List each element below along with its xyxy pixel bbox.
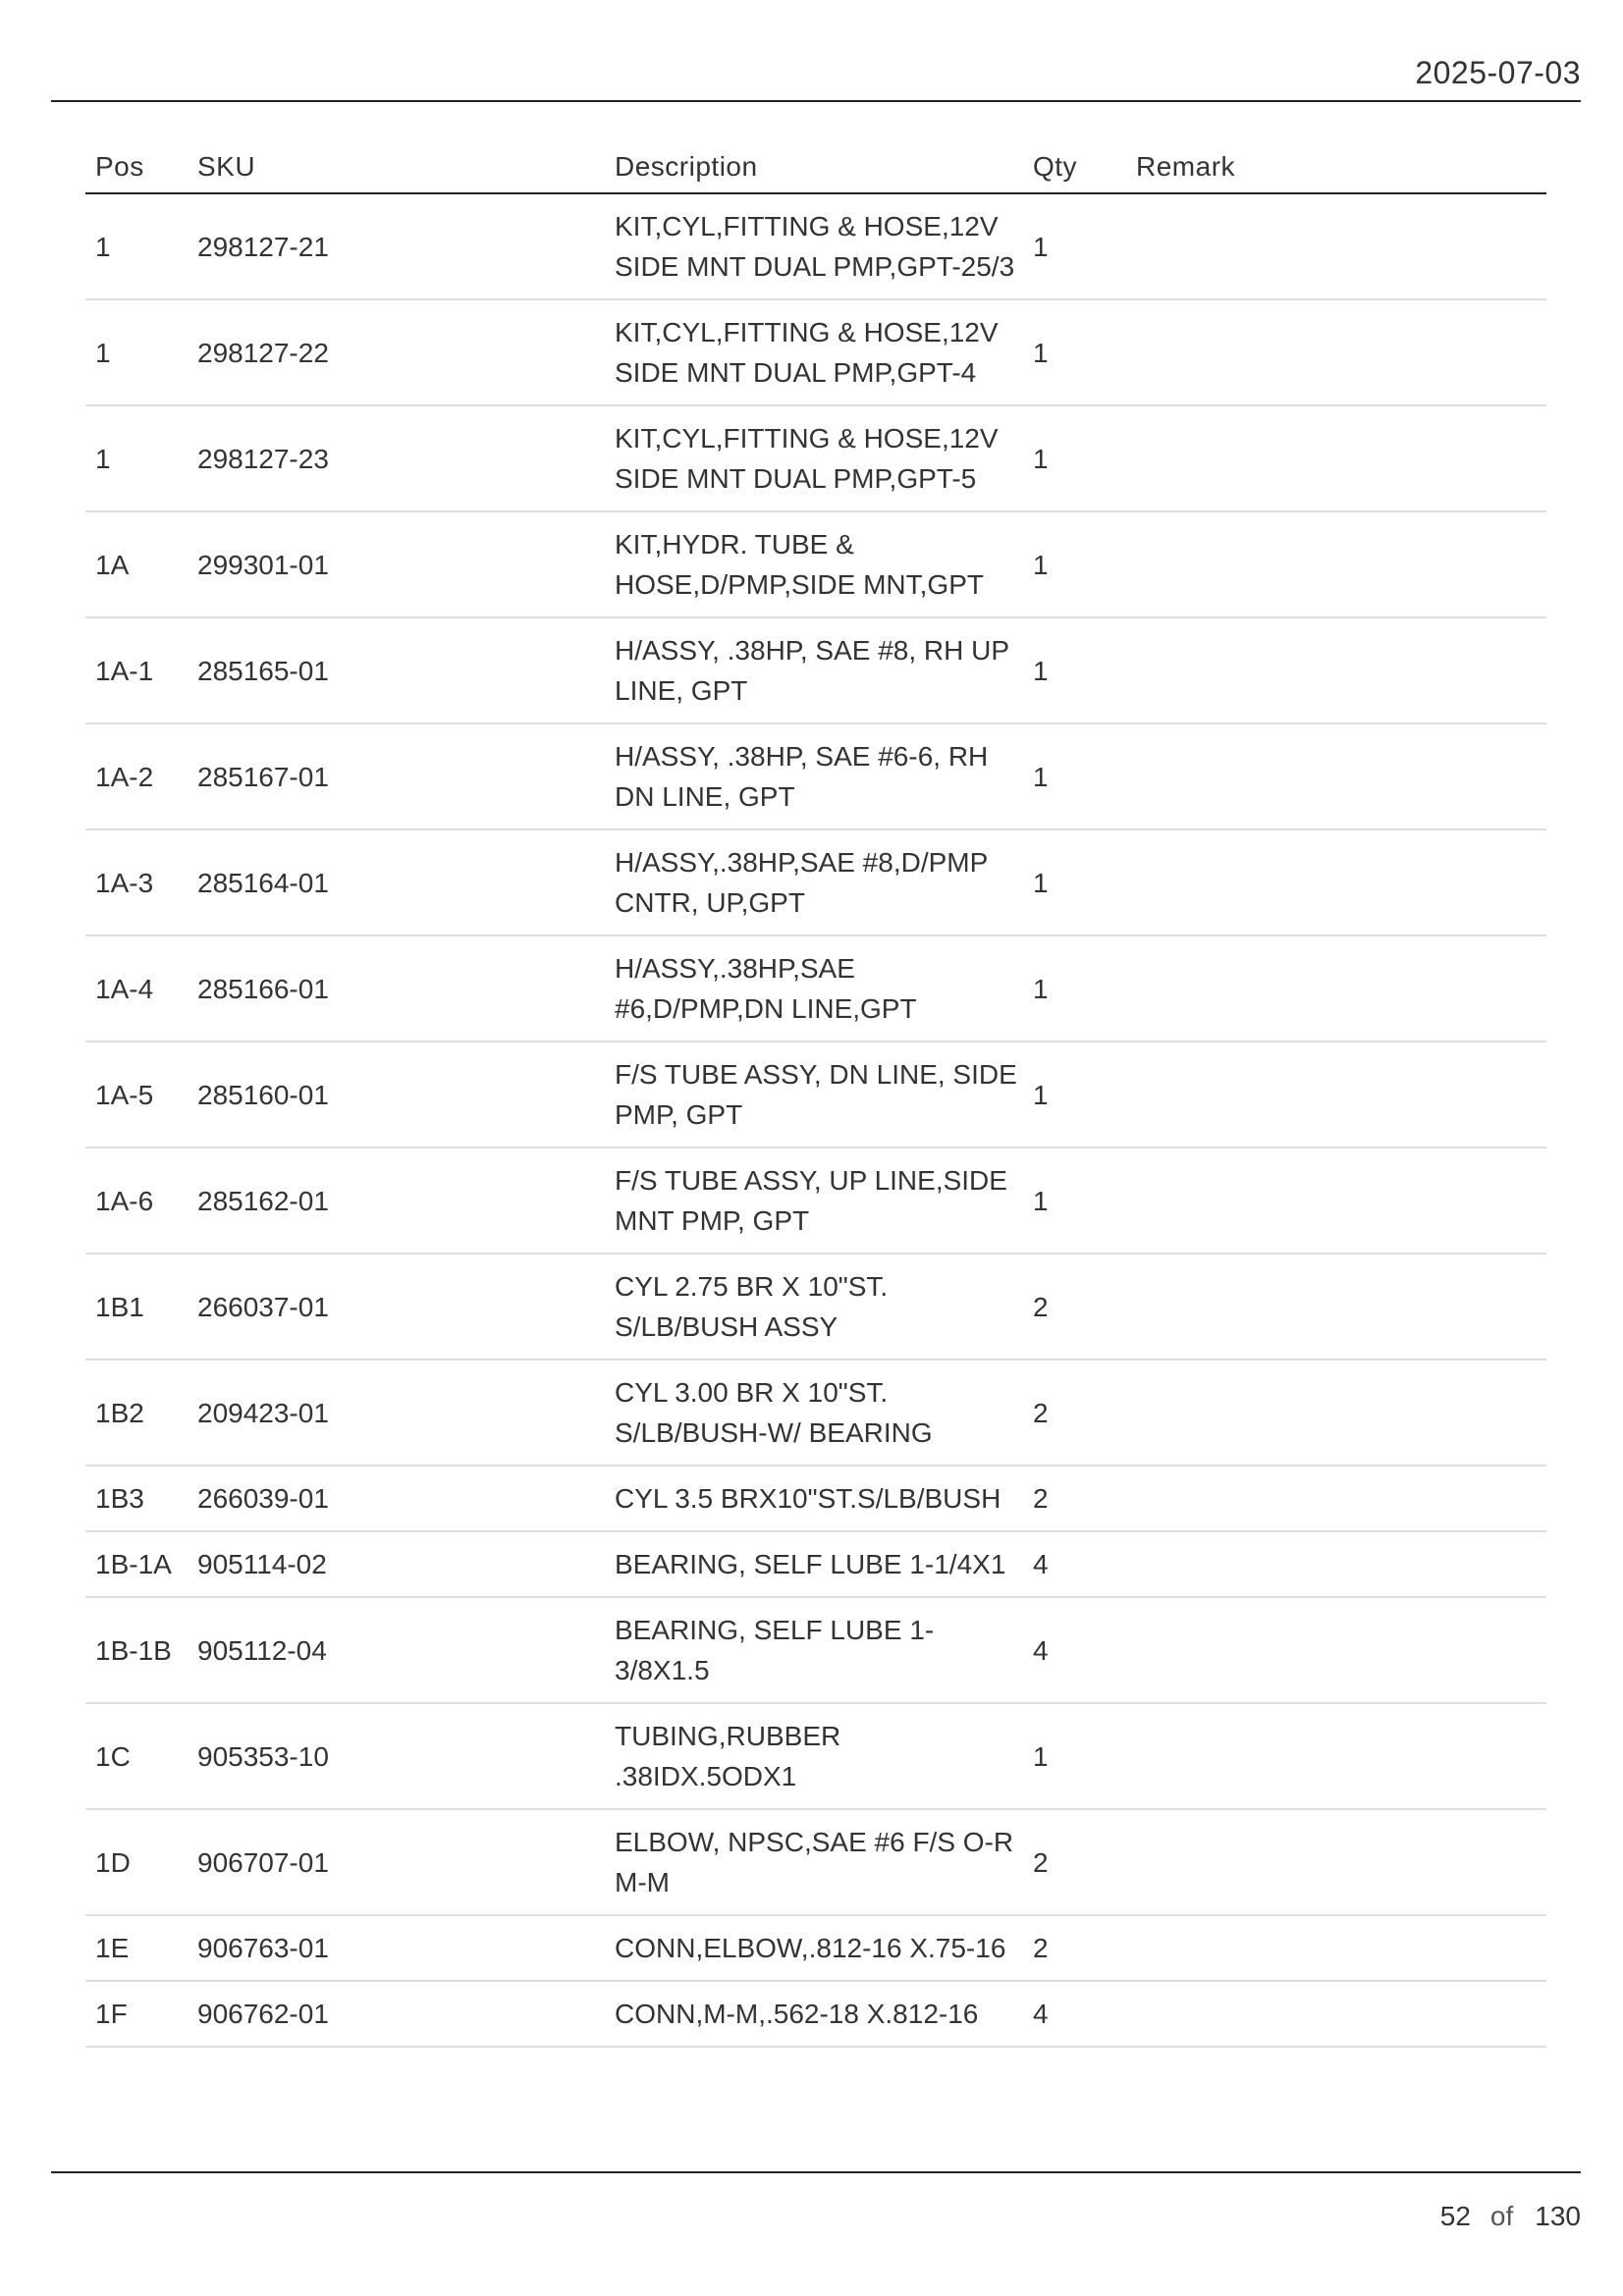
table-row: [85, 1531, 1546, 1597]
cell-sku: 285167-01: [188, 723, 605, 829]
cell-description: TUBING,RUBBER .38IDX.5ODX1: [605, 1703, 1023, 1809]
page-number: [1440, 2201, 1581, 2232]
table-row: [85, 1148, 1546, 1254]
parts-table-container: [85, 137, 1546, 2048]
cell-sku: 298127-22: [188, 299, 605, 405]
cell-qty: 4: [1023, 1981, 1126, 2047]
cell-remark: [1126, 1148, 1546, 1254]
cell-sku: 285164-01: [188, 829, 605, 935]
table-header-row: [85, 137, 1546, 193]
cell-description: CYL 3.00 BR X 10"ST. S/LB/BUSH-W/ BEARING: [605, 1360, 1023, 1466]
cell-remark: [1126, 723, 1546, 829]
cell-qty: 2: [1023, 1254, 1126, 1360]
cell-description: H/ASSY, .38HP, SAE #8, RH UP LINE, GPT: [605, 617, 1023, 723]
footer-divider: [51, 2171, 1581, 2173]
cell-sku: 285166-01: [188, 935, 605, 1041]
cell-qty: 2: [1023, 1915, 1126, 1981]
cell-pos: 1A-2: [85, 723, 188, 829]
cell-pos: 1B-1A: [85, 1531, 188, 1597]
cell-description: KIT,HYDR. TUBE & HOSE,D/PMP,SIDE MNT,GPT: [605, 511, 1023, 617]
cell-pos: 1E: [85, 1915, 188, 1981]
cell-pos: 1A-4: [85, 935, 188, 1041]
total-page-count: 130: [1535, 2201, 1581, 2231]
cell-qty: 4: [1023, 1531, 1126, 1597]
cell-remark: [1126, 1981, 1546, 2047]
table-row: [85, 617, 1546, 723]
cell-description: KIT,CYL,FITTING & HOSE,12V SIDE MNT DUAL PMP,GPT-4: [605, 299, 1023, 405]
cell-pos: 1: [85, 193, 188, 299]
cell-pos: 1B2: [85, 1360, 188, 1466]
cell-pos: 1D: [85, 1809, 188, 1915]
cell-description: CYL 2.75 BR X 10"ST. S/LB/BUSH ASSY: [605, 1254, 1023, 1360]
cell-remark: [1126, 299, 1546, 405]
cell-qty: 1: [1023, 193, 1126, 299]
cell-remark: [1126, 1041, 1546, 1148]
cell-remark: [1126, 1915, 1546, 1981]
cell-qty: 4: [1023, 1597, 1126, 1703]
cell-description: F/S TUBE ASSY, DN LINE, SIDE PMP, GPT: [605, 1041, 1023, 1148]
header-divider: [51, 100, 1581, 102]
table-row: [85, 723, 1546, 829]
column-header-qty: Qty: [1023, 137, 1126, 193]
cell-pos: 1B1: [85, 1254, 188, 1360]
table-row: [85, 1915, 1546, 1981]
cell-pos: 1A: [85, 511, 188, 617]
table-row: [85, 1703, 1546, 1809]
cell-qty: 1: [1023, 723, 1126, 829]
cell-sku: 285160-01: [188, 1041, 605, 1148]
cell-pos: 1A-6: [85, 1148, 188, 1254]
table-row: [85, 193, 1546, 299]
parts-table: [85, 137, 1546, 2048]
cell-sku: 285165-01: [188, 617, 605, 723]
cell-sku: 209423-01: [188, 1360, 605, 1466]
table-row: [85, 511, 1546, 617]
cell-qty: 2: [1023, 1466, 1126, 1531]
cell-qty: 1: [1023, 1041, 1126, 1148]
cell-pos: 1B-1B: [85, 1597, 188, 1703]
cell-remark: [1126, 935, 1546, 1041]
cell-remark: [1126, 1466, 1546, 1531]
cell-remark: [1126, 1531, 1546, 1597]
table-row: [85, 299, 1546, 405]
column-header-remark: Remark: [1126, 137, 1546, 193]
cell-remark: [1126, 617, 1546, 723]
cell-description: BEARING, SELF LUBE 1-1/4X1: [605, 1531, 1023, 1597]
table-row: [85, 1360, 1546, 1466]
cell-pos: 1F: [85, 1981, 188, 2047]
cell-remark: [1126, 1254, 1546, 1360]
table-row: [85, 1981, 1546, 2047]
cell-qty: 1: [1023, 617, 1126, 723]
cell-remark: [1126, 1360, 1546, 1466]
cell-remark: [1126, 193, 1546, 299]
cell-description: BEARING, SELF LUBE 1-3/8X1.5: [605, 1597, 1023, 1703]
cell-pos: 1A-3: [85, 829, 188, 935]
page-date: 2025-07-03: [1415, 55, 1581, 90]
cell-sku: 266039-01: [188, 1466, 605, 1531]
column-header-sku: SKU: [188, 137, 605, 193]
cell-remark: [1126, 405, 1546, 511]
cell-sku: 299301-01: [188, 511, 605, 617]
cell-description: CYL 3.5 BRX10"ST.S/LB/BUSH: [605, 1466, 1023, 1531]
cell-sku: 298127-21: [188, 193, 605, 299]
table-row: [85, 405, 1546, 511]
cell-description: CONN,ELBOW,.812-16 X.75-16: [605, 1915, 1023, 1981]
cell-qty: 2: [1023, 1360, 1126, 1466]
cell-sku: 266037-01: [188, 1254, 605, 1360]
cell-remark: [1126, 829, 1546, 935]
cell-pos: 1: [85, 299, 188, 405]
cell-sku: 905353-10: [188, 1703, 605, 1809]
table-row: [85, 1809, 1546, 1915]
cell-description: KIT,CYL,FITTING & HOSE,12V SIDE MNT DUAL PMP,GPT-25/3: [605, 193, 1023, 299]
cell-pos: 1A-1: [85, 617, 188, 723]
column-header-pos: Pos: [85, 137, 188, 193]
table-row: [85, 1597, 1546, 1703]
table-row: [85, 1466, 1546, 1531]
cell-qty: 1: [1023, 1703, 1126, 1809]
cell-sku: 298127-23: [188, 405, 605, 511]
cell-description: ELBOW, NPSC,SAE #6 F/S O-R M-M: [605, 1809, 1023, 1915]
cell-remark: [1126, 1703, 1546, 1809]
cell-qty: 1: [1023, 1148, 1126, 1254]
cell-description: H/ASSY, .38HP, SAE #6-6, RH DN LINE, GPT: [605, 723, 1023, 829]
column-header-description: Description: [605, 137, 1023, 193]
current-page-number: 52: [1439, 2201, 1471, 2231]
cell-qty: 1: [1023, 405, 1126, 511]
cell-qty: 2: [1023, 1809, 1126, 1915]
cell-remark: [1126, 1597, 1546, 1703]
cell-pos: 1B3: [85, 1466, 188, 1531]
cell-description: F/S TUBE ASSY, UP LINE,SIDE MNT PMP, GPT: [605, 1148, 1023, 1254]
cell-description: H/ASSY,.38HP,SAE #8,D/PMP CNTR, UP,GPT: [605, 829, 1023, 935]
table-row: [85, 829, 1546, 935]
table-row: [85, 1254, 1546, 1360]
cell-sku: 905114-02: [188, 1531, 605, 1597]
cell-qty: 1: [1023, 511, 1126, 617]
cell-remark: [1126, 511, 1546, 617]
cell-description: KIT,CYL,FITTING & HOSE,12V SIDE MNT DUAL PMP,GPT-5: [605, 405, 1023, 511]
cell-sku: 906762-01: [188, 1981, 605, 2047]
cell-pos: 1C: [85, 1703, 188, 1809]
table-row: [85, 1041, 1546, 1148]
cell-description: H/ASSY,.38HP,SAE #6,D/PMP,DN LINE,GPT: [605, 935, 1023, 1041]
table-row: [85, 935, 1546, 1041]
cell-sku: 905112-04: [188, 1597, 605, 1703]
cell-sku: 906763-01: [188, 1915, 605, 1981]
cell-sku: 285162-01: [188, 1148, 605, 1254]
cell-qty: 1: [1023, 829, 1126, 935]
cell-qty: 1: [1023, 299, 1126, 405]
cell-remark: [1126, 1809, 1546, 1915]
cell-pos: 1A-5: [85, 1041, 188, 1148]
cell-qty: 1: [1023, 935, 1126, 1041]
cell-pos: 1: [85, 405, 188, 511]
cell-description: CONN,M-M,.562-18 X.812-16: [605, 1981, 1023, 2047]
page-of-label: of: [1489, 2201, 1514, 2231]
cell-sku: 906707-01: [188, 1809, 605, 1915]
